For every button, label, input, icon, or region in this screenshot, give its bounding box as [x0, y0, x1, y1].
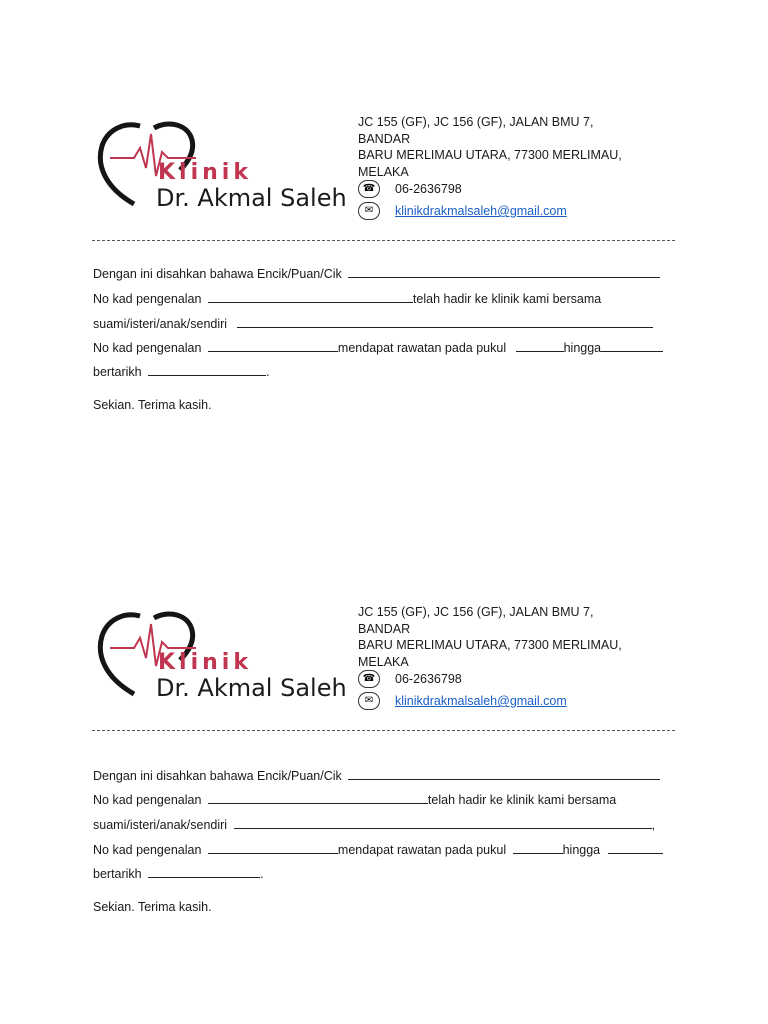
blank-ic-number-2[interactable] [208, 339, 338, 352]
blank-date[interactable] [148, 865, 260, 878]
label-date: bertarikh [93, 867, 142, 881]
blank-companion[interactable] [237, 315, 653, 328]
email-row [358, 202, 567, 220]
label-ic-number: No kad pengenalan [93, 292, 202, 306]
blank-time-from[interactable] [513, 841, 563, 854]
form-line-relation: suami/isteri/anak/sendiri , [93, 818, 656, 832]
label-treatment-time: mendapat rawatan pada pukul [337, 843, 507, 857]
phone-row [358, 670, 462, 688]
logo-clinic-name: Dr. Akmal Saleh [156, 674, 347, 702]
form-line-relation [93, 315, 653, 331]
phone-number: 06-2636798 [395, 672, 462, 686]
label-until: hingga [562, 843, 601, 857]
address-line-1: JC 155 (GF), JC 156 (GF), JALAN BMU 7, BANDAR [358, 115, 594, 146]
label-ic-number: No kad pengenalan [93, 793, 202, 807]
email-row [358, 692, 567, 710]
clinic-address [358, 604, 648, 670]
envelope-icon: ✉ [358, 692, 380, 710]
email-link[interactable]: klinikdrakmalsaleh@gmail.com [395, 204, 567, 218]
closing-text: Sekian. Terima kasih. [93, 398, 212, 412]
form-line-ic [93, 791, 616, 807]
label-treatment-time: mendapat rawatan pada pukul [337, 341, 507, 355]
blank-patient-name[interactable] [348, 265, 660, 278]
address-line-3: MELAKA [358, 164, 409, 179]
address-line-2: BARU MERLIMAU UTARA, 77300 MERLIMAU, [358, 638, 622, 652]
form-line-name [93, 265, 660, 281]
label-confirm-name: Dengan ini disahkan bahawa Encik/Puan/Cik [93, 769, 342, 783]
phone-icon: ☎ [358, 180, 380, 198]
address-line-2: BARU MERLIMAU UTARA, 77300 MERLIMAU, [358, 148, 622, 162]
blank-ic-number[interactable] [208, 290, 413, 303]
label-attended: telah hadir ke klinik kami bersama [412, 292, 602, 306]
label-until: hingga [563, 341, 602, 355]
label-ic-number-2: No kad pengenalan [93, 341, 202, 355]
logo-word-klinik: Klinik [158, 160, 252, 185]
phone-row [358, 180, 462, 198]
blank-time-from[interactable] [516, 339, 564, 352]
blank-date[interactable] [148, 363, 266, 376]
blank-companion[interactable] [234, 816, 652, 829]
label-attended: telah hadir ke klinik kami bersama [427, 793, 617, 807]
blank-time-to[interactable] [601, 339, 663, 352]
blank-time-to[interactable] [608, 841, 663, 854]
dashed-divider [92, 730, 675, 731]
address-line-3: MELAKA [358, 654, 409, 669]
form-line-ic [93, 290, 601, 306]
dashed-divider [92, 240, 675, 241]
clinic-logo [96, 118, 348, 218]
blank-patient-name[interactable] [348, 767, 660, 780]
phone-number: 06-2636798 [395, 182, 462, 196]
label-relation: suami/isteri/anak/sendiri [93, 818, 228, 832]
phone-icon: ☎ [358, 670, 380, 688]
form-line-name [93, 767, 660, 783]
address-line-1: JC 155 (GF), JC 156 (GF), JALAN BMU 7, BANDAR [358, 605, 594, 636]
form-line-time [93, 339, 663, 355]
label-relation: suami/isteri/anak/sendiri [93, 317, 228, 331]
blank-ic-number-2[interactable] [208, 841, 338, 854]
logo-word-klinik: Klinik [158, 650, 252, 675]
label-date: bertarikh [93, 365, 142, 379]
form-line-date: bertarikh . [93, 365, 270, 379]
label-confirm-name: Dengan ini disahkan bahawa Encik/Puan/Cik [93, 267, 342, 281]
logo-clinic-name: Dr. Akmal Saleh [156, 184, 347, 212]
closing-text: Sekian. Terima kasih. [93, 900, 212, 914]
form-line-time [93, 841, 663, 857]
blank-ic-number[interactable] [208, 791, 428, 804]
clinic-address [358, 114, 648, 180]
clinic-logo [96, 608, 348, 708]
envelope-icon: ✉ [358, 202, 380, 220]
email-link[interactable]: klinikdrakmalsaleh@gmail.com [395, 694, 567, 708]
form-line-date: bertarikh . [93, 867, 264, 881]
label-ic-number-2: No kad pengenalan [93, 843, 202, 857]
